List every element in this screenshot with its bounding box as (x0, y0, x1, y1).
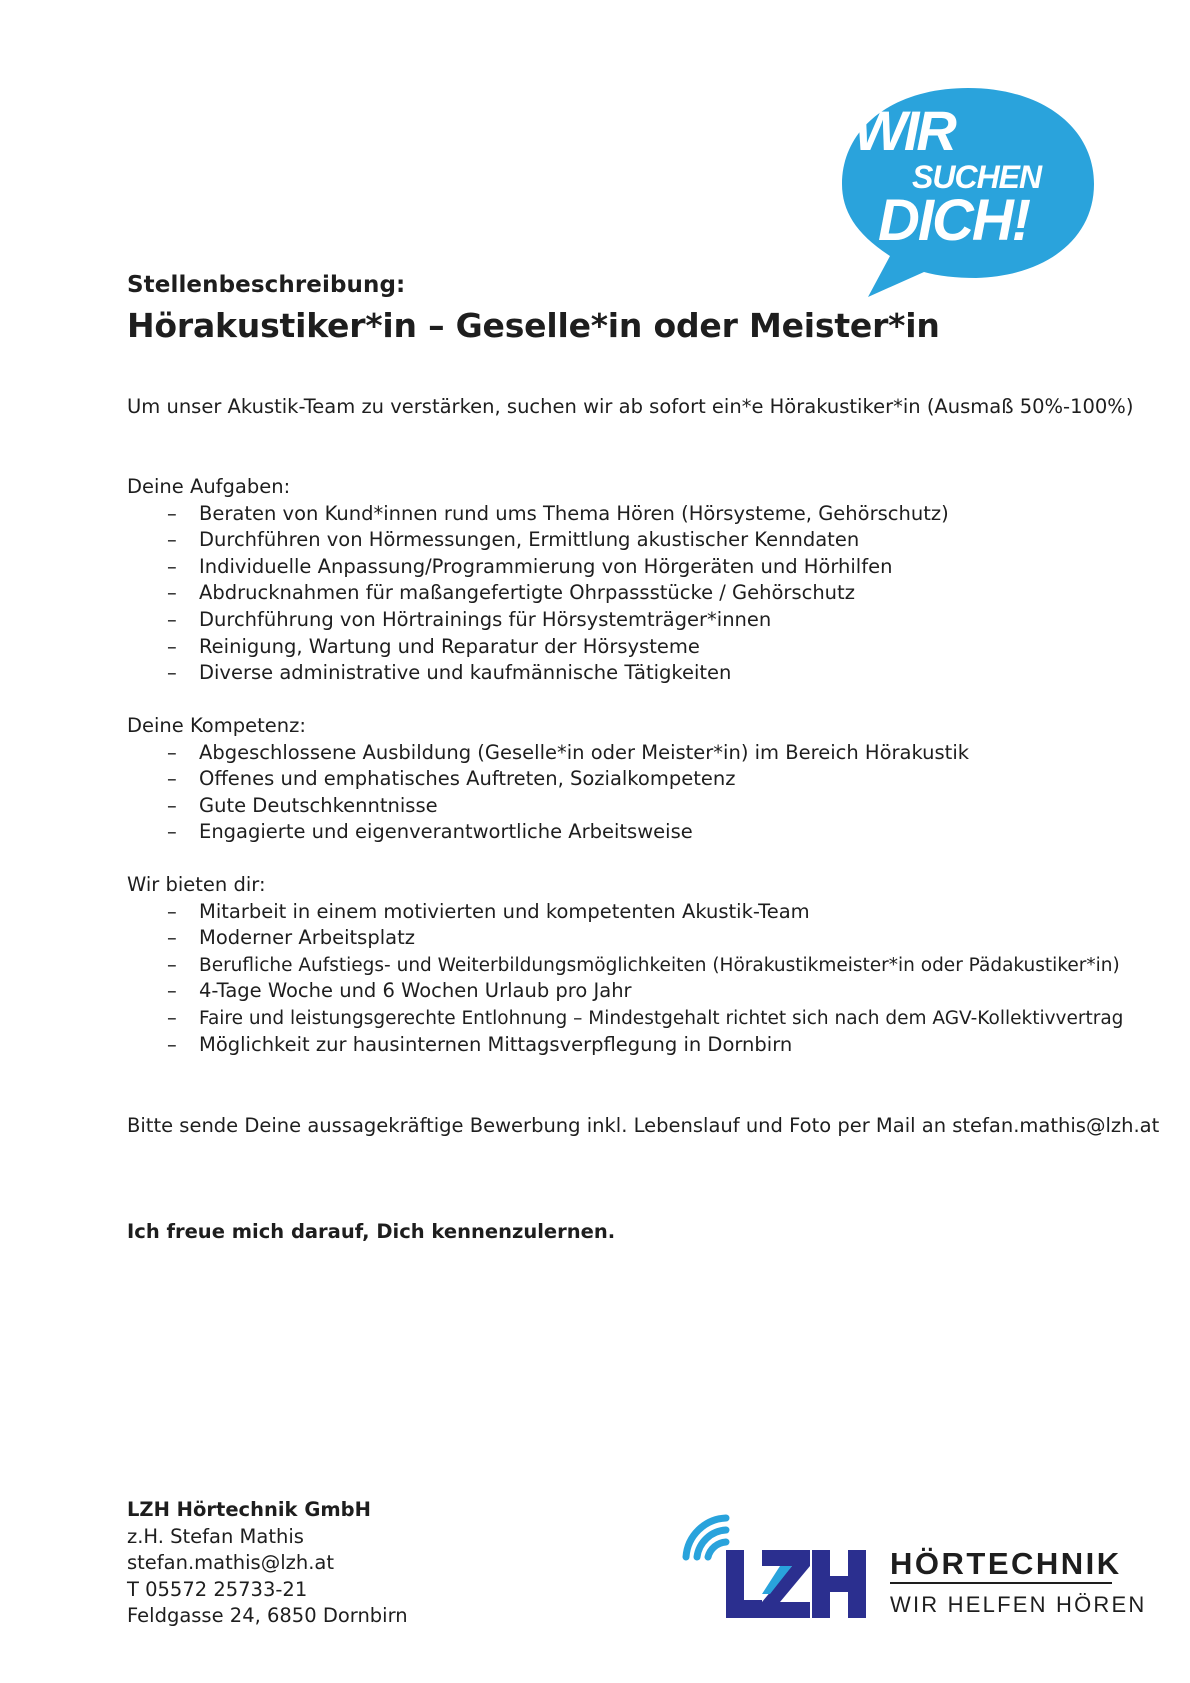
badge-line-dich: DICH! (878, 188, 1030, 253)
section-heading: Deine Aufgaben: (127, 475, 291, 498)
task-list (127, 501, 1127, 687)
section-angebot (127, 872, 1127, 1058)
document-label: Stellenbeschreibung: (127, 272, 406, 298)
application-email-link[interactable]: stefan.mathis@lzh.at (952, 1114, 1160, 1137)
section-heading: Deine Kompetenz: (127, 714, 306, 737)
list-item: – Beraten von Kund*innen rund ums Thema Hören (Hörsysteme, Gehörschutz) (167, 501, 949, 525)
list-item: – Diverse administrative und kaufmännische Tätigkeiten (167, 661, 732, 685)
list-item: – Offenes und emphatisches Auftreten, Sozialkompetenz (167, 767, 736, 791)
contact-phone: T 05572 25733-21 (127, 1577, 308, 1601)
benefits-list (127, 899, 1127, 1059)
logo-mark-text: LZH (726, 1630, 728, 1631)
contact-block (127, 1497, 408, 1630)
badge-line-wir: WIR (854, 99, 954, 162)
lzh-hoertechnik-logo (680, 1512, 1147, 1632)
section-kompetenz (127, 713, 1127, 846)
list-item: – Durchführung von Hörtrainings für Hörsystemträger*innen (167, 607, 772, 631)
list-item: – Abdrucknahmen für maßangefertigte Ohrpassstücke / Gehörschutz (167, 581, 855, 605)
list-item: – Faire und leistungsgerechte Entlohnung – Mindestgehalt richtet sich nach dem AGV-Kollektivvertrag (167, 1005, 1124, 1029)
contact-person: z.H. Stefan Mathis (127, 1524, 304, 1548)
section-heading: Wir bieten dir: (127, 873, 266, 896)
list-item: – Berufliche Aufstiegs- und Weiterbildungsmöglichkeiten (Hörakustikmeister*in oder Pädakustiker*in) (167, 952, 1120, 976)
list-item: – Engagierte und eigenverantwortliche Arbeitsweise (167, 820, 693, 844)
logo-tagline: WIR HELFEN HÖREN (890, 1592, 1147, 1617)
application-instruction: Bitte sende Deine aussagekräftige Bewerbung inkl. Lebenslauf und Foto per Mail an stefan.mathis@lzh.at (127, 1114, 1160, 1137)
list-item: – Mitarbeit in einem motivierten und kompetenten Akustik-Team (167, 899, 810, 923)
list-item: – Moderner Arbeitsplatz (167, 926, 415, 950)
list-item: – 4-Tage Woche und 6 Wochen Urlaub pro Jahr (167, 979, 632, 1003)
list-item: – Reinigung, Wartung und Reparatur der Hörsysteme (167, 634, 700, 658)
list-item: – Möglichkeit zur hausinternen Mittagsverpflegung in Dornbirn (167, 1032, 793, 1056)
closing-line: Ich freue mich darauf, Dich kennenzulernen. (127, 1220, 616, 1243)
contact-address: Feldgasse 24, 6850 Dornbirn (127, 1604, 408, 1627)
wir-suchen-dich-badge (838, 84, 1098, 298)
logo-divider (890, 1582, 1112, 1584)
sound-wave-icon (686, 1518, 726, 1557)
section-aufgaben (127, 474, 1127, 687)
lzh-mark-icon (726, 1550, 866, 1618)
intro-text: Um unser Akustik-Team zu verstärken, suchen wir ab sofort ein*e Hörakustiker*in (Ausmaß 50%-100%) (127, 395, 1134, 418)
competence-list (127, 740, 1127, 846)
contact-email[interactable]: stefan.mathis@lzh.at (127, 1551, 335, 1574)
logo-company-name: HÖRTECHNIK (890, 1546, 1122, 1581)
list-item: – Durchführen von Hörmessungen, Ermittlung akustischer Kenndaten (167, 528, 860, 552)
list-item: – Abgeschlossene Ausbildung (Geselle*in oder Meister*in) im Bereich Hörakustik (167, 740, 970, 764)
badge-line-suchen: SUCHEN (912, 159, 1042, 195)
contact-company: LZH Hörtechnik GmbH (127, 1498, 371, 1521)
job-title: Hörakustiker*in – Geselle*in oder Meister*in (127, 306, 940, 345)
list-item: – Individuelle Anpassung/Programmierung von Hörgeräten und Hörhilfen (167, 554, 893, 578)
list-item: – Gute Deutschkenntnisse (167, 793, 438, 817)
